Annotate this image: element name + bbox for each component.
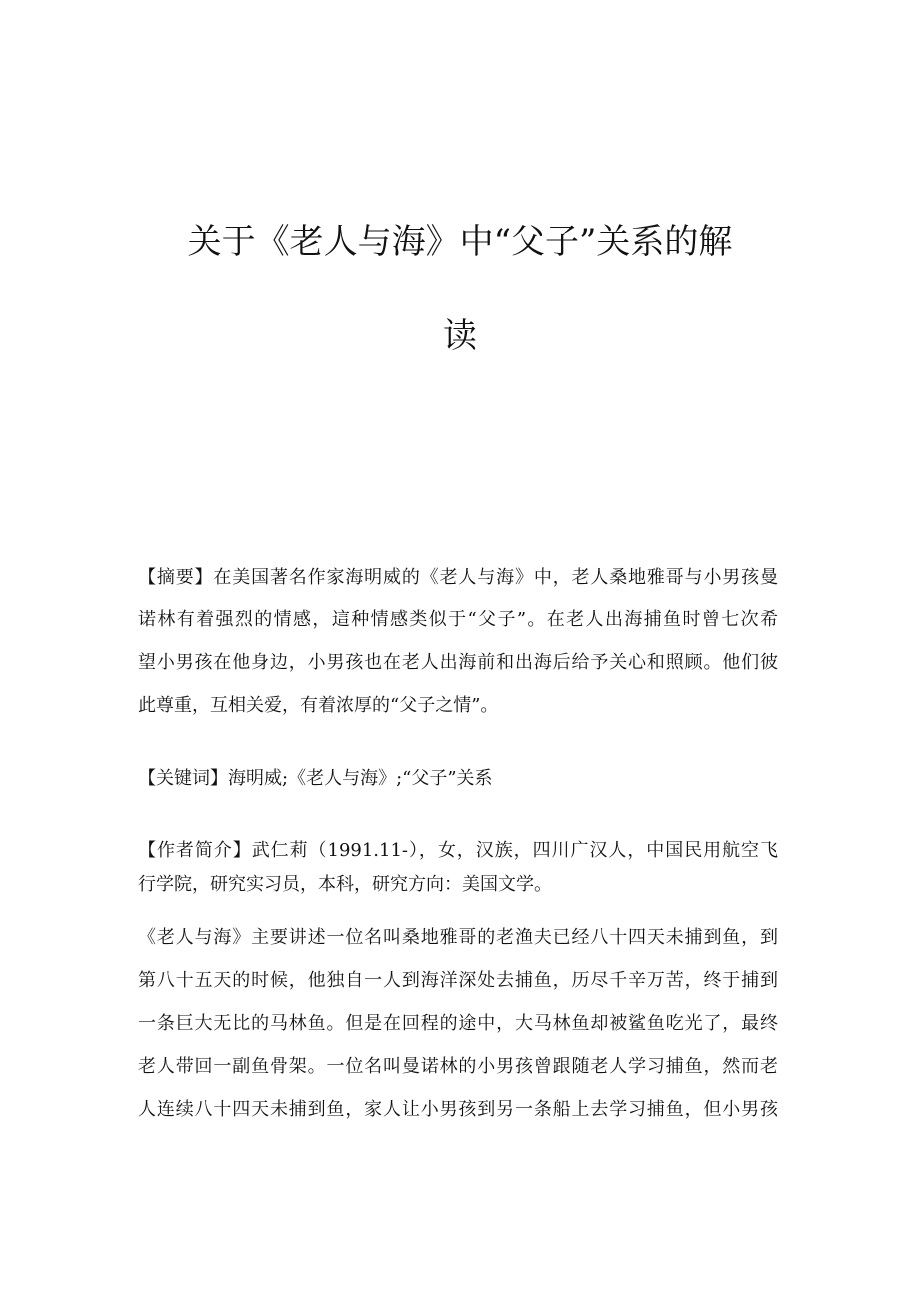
body-line: 第八十五天的时候，他独自一人到海洋深处去捕鱼，历尽千辛万苦，终于捕到 [138, 970, 778, 991]
body-line: 《老人与海》主要讲述一位名叫桑地雅哥的老渔夫已经八十四天未捕到鱼，到 [138, 927, 778, 948]
body-line: 一条巨大无比的马林鱼。但是在回程的途中，大马林鱼却被鲨鱼吃光了，最终 [138, 1013, 778, 1034]
body-line: 老人带回一副鱼骨架。一位名叫曼诺林的小男孩曾跟随老人学习捕鱼，然而老 [138, 1056, 778, 1077]
abstract-line: 此尊重，互相关爱，有着浓厚的“父子之情”。 [138, 695, 499, 716]
abstract-line: 诺林有着强烈的情感，這种情感类似于“父子”。在老人出海捕鱼时曾七次希 [138, 609, 778, 630]
author-line: 【作者简介】武仁莉（1991.11-），女，汉族，四川广汉人，中国民用航空飞 [138, 840, 778, 861]
abstract-line: 【摘要】在美国著名作家海明威的《老人与海》中，老人桑地雅哥与小男孩曼 [138, 567, 778, 588]
body-line: 人连续八十四天未捕到鱼，家人让小男孩到另一条船上去学习捕鱼，但小男孩 [138, 1099, 778, 1120]
keywords-paragraph: 【关键词】海明威;《老人与海》;“父子”关系 [138, 768, 493, 789]
abstract-line: 望小男孩在他身边，小男孩也在老人出海前和出海后给予关心和照顾。他们彼 [138, 652, 778, 673]
document-title-line-2: 读 [443, 316, 477, 356]
author-line: 行学院，研究实习员，本科，研究方向：美国文学。 [138, 874, 552, 895]
document-title-line-1: 关于《老人与海》中“父子”关系的解 [187, 222, 733, 262]
